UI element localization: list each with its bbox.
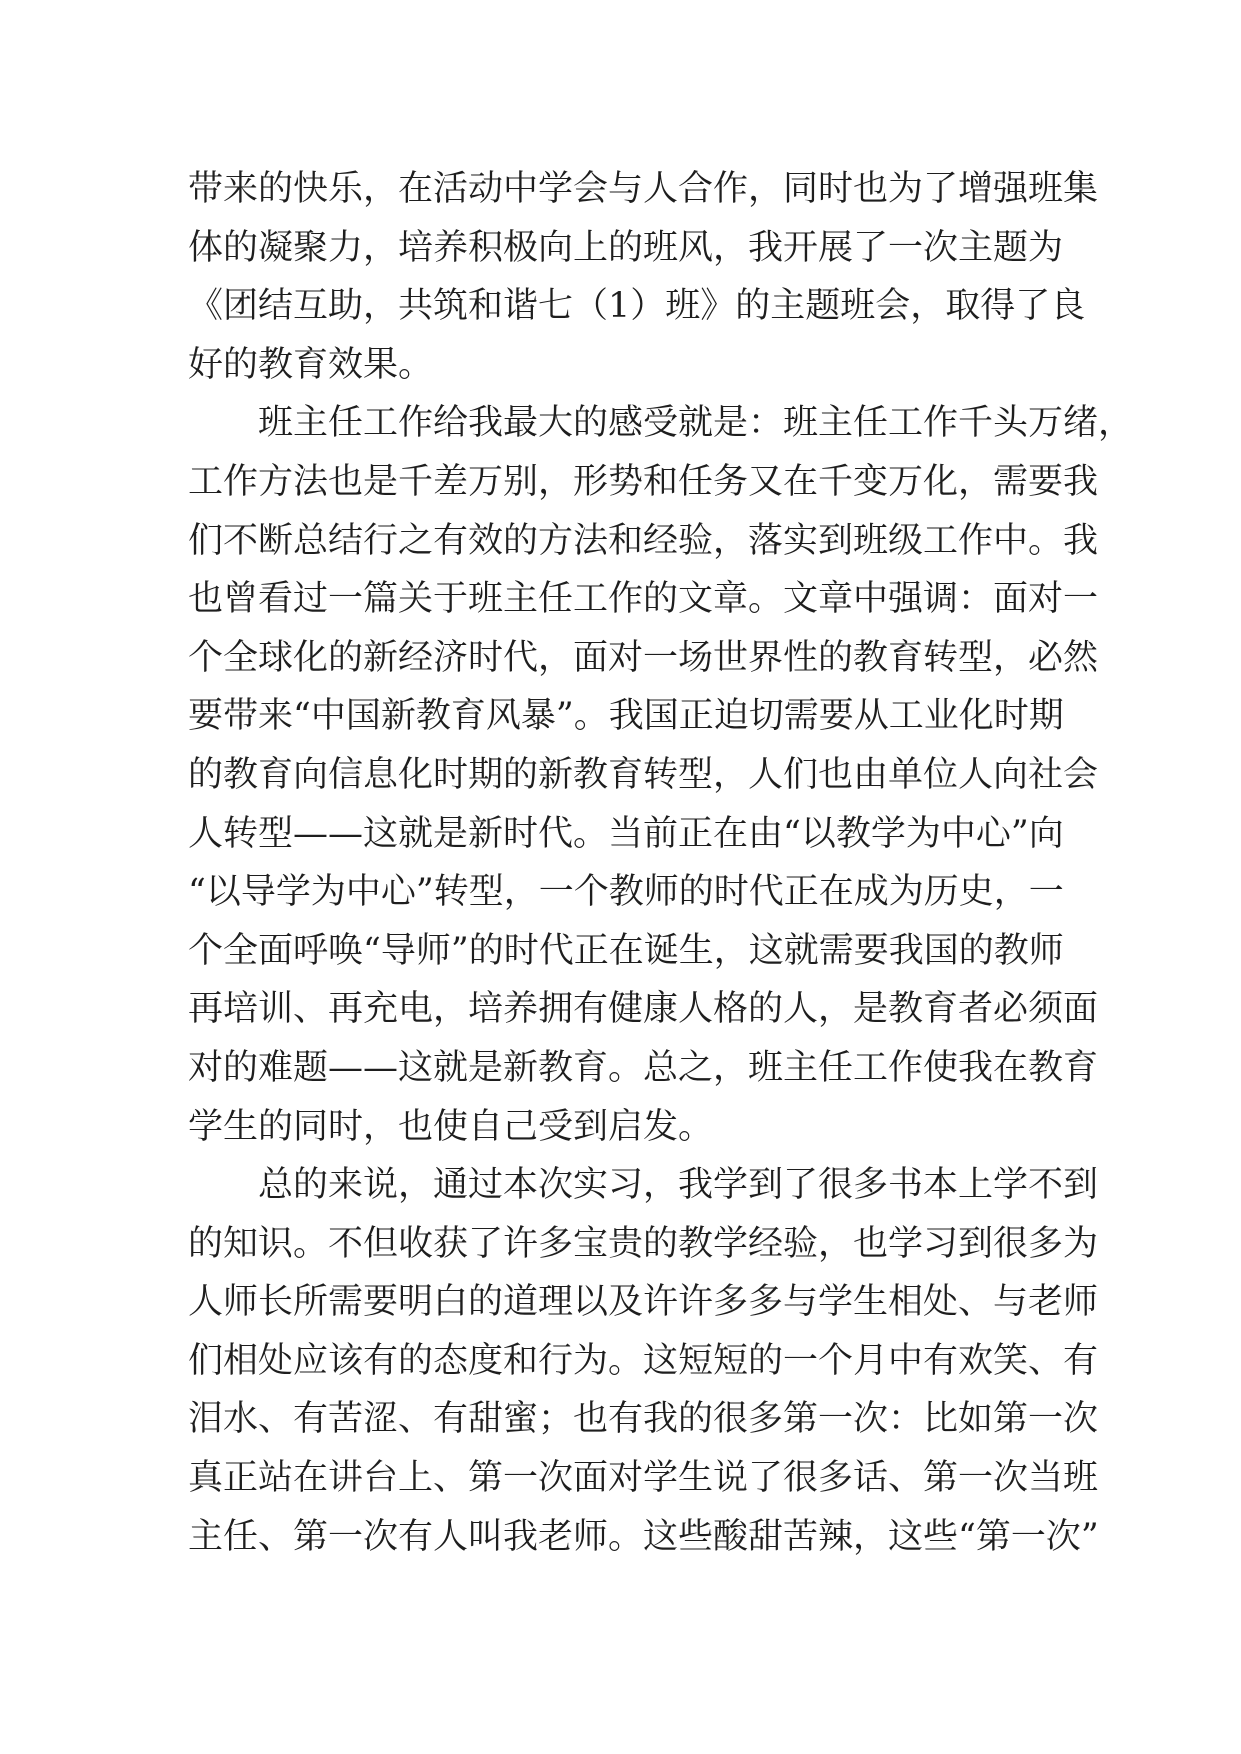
text-line: 要带来“中国新教育风暴”。我国正迫切需要从工业化时期 [188, 696, 1064, 737]
paragraph-3 [188, 1156, 1099, 1566]
text-line: 工作方法也是千差万别，形势和任务又在千变万化，需要我 [188, 461, 1099, 502]
text-line: 们相处应该有的态度和行为。这短短的一个月中有欢笑、有 [188, 1340, 1099, 1381]
text-line: 主任、第一次有人叫我老师。这些酸甜苦辣，这些“第一次” [188, 1516, 1099, 1557]
text-line: 好的教育效果。 [188, 344, 434, 385]
text-line: 的知识。不但收获了许多宝贵的教学经验，也学习到很多为 [188, 1223, 1099, 1264]
text-line: 个全面呼唤“导师”的时代正在诞生，这就需要我国的教师 [188, 930, 1064, 971]
text-line: 对的难题——这就是新教育。总之，班主任工作使我在教育 [188, 1047, 1099, 1088]
text-line: 的教育向信息化时期的新教育转型，人们也由单位人向社会 [188, 754, 1099, 795]
text-line: 《团结互助，共筑和谐七（1）班》的主题班会，取得了良 [188, 286, 1086, 327]
text-line: 人转型——这就是新时代。当前正在由“以教学为中心”向 [188, 813, 1064, 854]
text-line: 体的凝聚力，培养积极向上的班风，我开展了一次主题为 [188, 227, 1064, 268]
body-text [188, 160, 1134, 1566]
text-line: 个全球化的新经济时代，面对一场世界性的教育转型，必然 [188, 637, 1099, 678]
text-line: 泪水、有苦涩、有甜蜜；也有我的很多第一次：比如第一次 [188, 1399, 1099, 1440]
text-line: 们不断总结行之有效的方法和经验，落实到班级工作中。我 [188, 520, 1099, 561]
text-line: 总的来说，通过本次实习，我学到了很多书本上学不到 [258, 1165, 1099, 1206]
paragraph-2 [188, 394, 1134, 1156]
text-line: 班主任工作给我最大的感受就是：班主任工作千头万绪， [258, 403, 1134, 444]
text-line: 也曾看过一篇关于班主任工作的文章。文章中强调：面对一 [188, 579, 1099, 620]
text-line: 再培训、再充电，培养拥有健康人格的人，是教育者必须面 [188, 989, 1099, 1030]
paragraph-1 [188, 160, 1099, 394]
text-line: “以导学为中心”转型，一个教师的时代正在成为历史，一 [188, 872, 1064, 913]
text-line: 人师长所需要明白的道理以及许许多多与学生相处、与老师 [188, 1282, 1099, 1323]
text-line: 带来的快乐，在活动中学会与人合作，同时也为了增强班集 [188, 169, 1099, 209]
text-line: 真正站在讲台上、第一次面对学生说了很多话、第一次当班 [188, 1458, 1099, 1499]
text-line: 学生的同时，也使自己受到启发。 [188, 1106, 714, 1147]
